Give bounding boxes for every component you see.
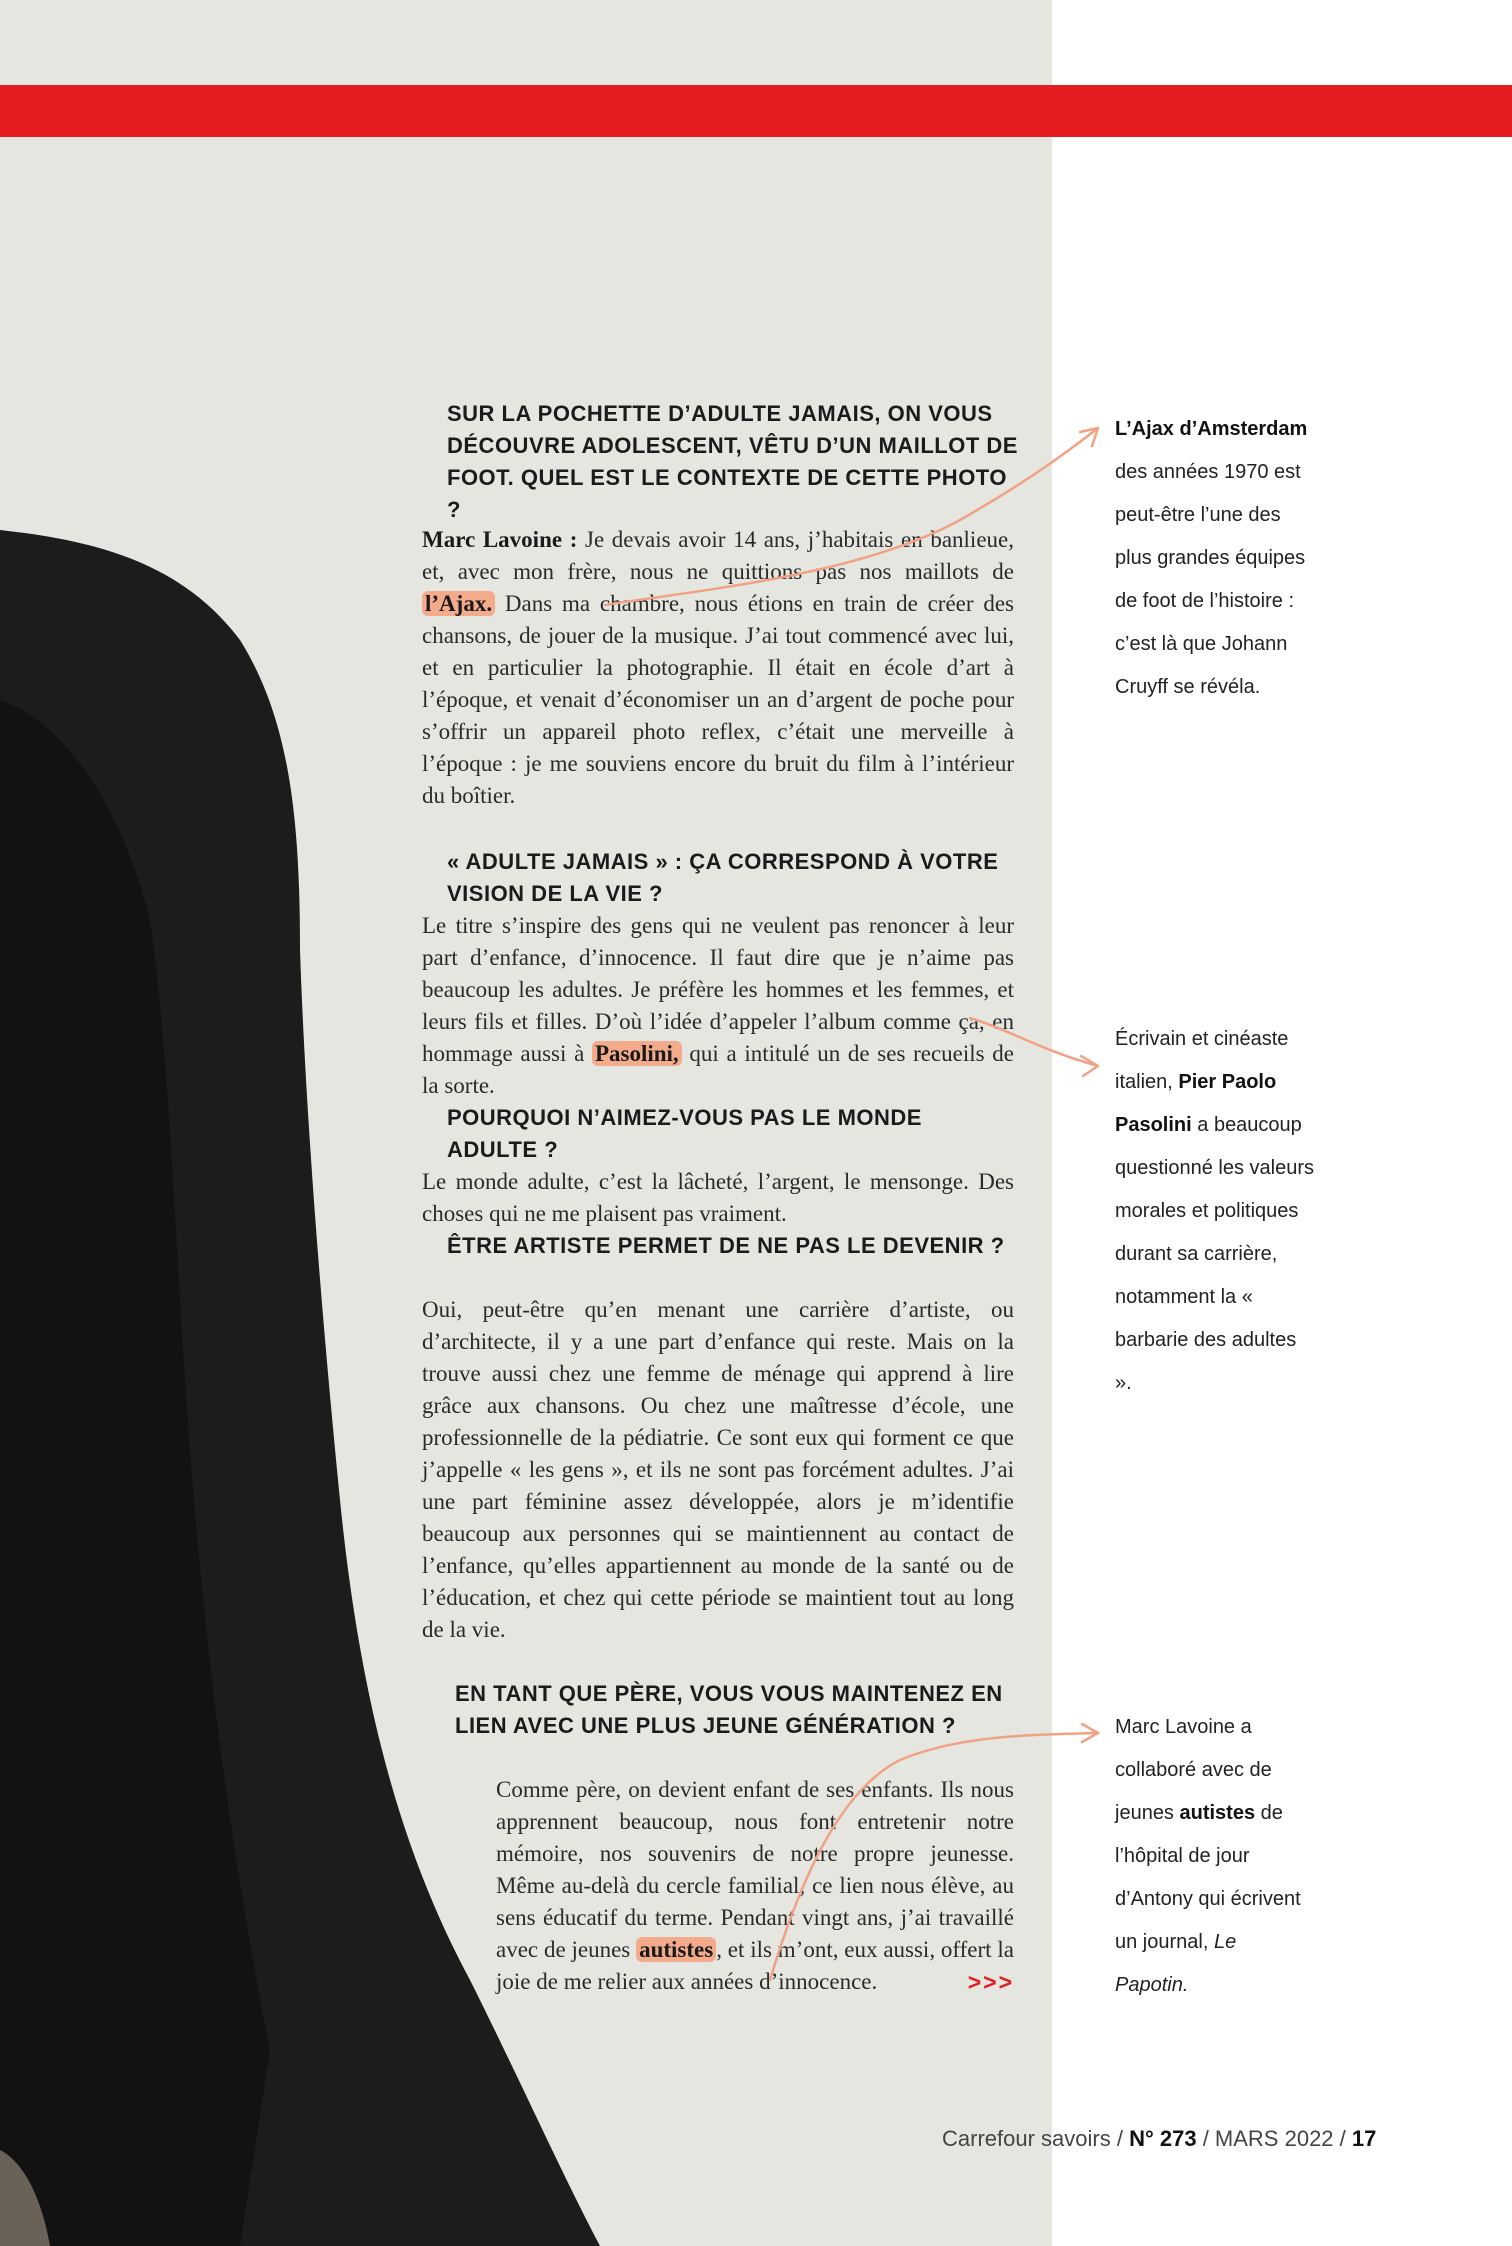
sidenote-pasolini: Écrivain et cinéaste italien, Pier Paolo Pasolini a beaucoup questionné les valeurs morales et politiques durant sa carrière, notamment la « barbarie des adultes ».: [1115, 1028, 1315, 1394]
speaker-name: Marc Lavoine :: [422, 527, 578, 552]
header-red-stripe: [0, 85, 1512, 137]
highlight-pasolini: Pasolini,: [592, 1041, 682, 1066]
question-2: « ADULTE JAMAIS » : ÇA CORRESPOND À VOTRE VISION DE LA VIE ?: [447, 849, 999, 906]
sidenote-ajax: L’Ajax d’Amsterdam des années 1970 est peut-être l’une des plus grandes équipes de foot de l’histoire : c’est là que Johann Cruyff se révéla.: [1115, 418, 1308, 698]
continue-arrows: >>>: [967, 1969, 1014, 1995]
issue-number: N° 273: [1129, 2126, 1197, 2151]
page-footer: Carrefour savoirs / N° 273 / MARS 2022 / 17: [942, 2126, 1377, 2151]
question-1: SUR LA POCHETTE D’ADULTE JAMAIS, ON VOUS DÉCOUVRE ADOLESCENT, VÊTU D’UN MAILLOT DE FOOT. QUEL EST LE CONTEXTE DE CETTE PHOTO ?: [447, 401, 1018, 522]
answer-2: Le titre s’inspire des gens qui ne veulent pas renoncer à leur part d’enfance, d’innocence. Il faut dire que je n’aime pas beaucoup les adultes. Je préfère les hommes et les femmes, et leurs fils et filles. D’où l’idée d’appeler l’album comme ça, en hommage aussi à Pasolini, qui a intitulé un de ses recueils de la sorte.: [422, 913, 1014, 1098]
question-3: POURQUOI N’AIMEZ-VOUS PAS LE MONDE ADULTE ?: [447, 1105, 922, 1162]
question-5: EN TANT QUE PÈRE, VOUS VOUS MAINTENEZ EN LIEN AVEC UNE PLUS JEUNE GÉNÉRATION ?: [455, 1681, 1003, 1738]
highlight-autistes: autistes: [636, 1937, 716, 1962]
sidenote-autistes: Marc Lavoine a collaboré avec de jeunes autistes de l’hôpital de jour d’Antony qui écrivent un journal, Le Papotin.: [1115, 1716, 1301, 1996]
issue-date: MARS 2022: [1214, 2126, 1334, 2151]
highlight-ajax: l’Ajax.: [422, 591, 495, 616]
answer-1: Marc Lavoine : Je devais avoir 14 ans, j’habitais en banlieue, et, avec mon frère, nous ne quittions pas nos maillots de l’Ajax. Dans ma chambre, nous étions en train de créer des chansons, de jouer de la musique. J’ai tout commencé avec lui, et en particulier la photographie. Il était en école d’art à l’époque, et venait d’économiser un an d’argent de poche pour s’offrir un appareil photo reflex, c’était une merveille à l’époque : je me souviens encore du bruit du film à l’intérieur du boîtier.: [422, 527, 1014, 808]
answer-5: Comme père, on devient enfant de ses enfants. Ils nous apprennent beaucoup, nous font entretenir notre mémoire, nos souvenirs de notre propre jeunesse. Même au-delà du cercle familial, ce lien nous élève, au sens éducatif du terme. Pendant vingt ans, j’ai travaillé avec de jeunes autistes , et ils m’ont, eux aussi, offert la joie de me relier aux années d’innocence. >>>: [496, 1774, 1014, 1998]
answer-3: Le monde adulte, c’est la lâcheté, l’argent, le mensonge. Des choses qui ne me plaisent pas vraiment.: [422, 1169, 1014, 1226]
question-4: ÊTRE ARTISTE PERMET DE NE PAS LE DEVENIR ?: [447, 1233, 1005, 1258]
magazine-name: Carrefour savoirs: [942, 2126, 1111, 2151]
answer-4: Oui, peut-être qu’en menant une carrière d’artiste, ou d’architecte, il y a une part d’enfance qui reste. Mais on la trouve aussi chez une femme de ménage qui apprend à lire grâce aux chansons. Ou chez une maîtresse d’école, une professionnelle de la pédiatrie. Ce sont eux qui forment ce que j’appelle « les gens », et ils ne sont pas forcément adultes. J’ai une part féminine assez développée, alors je m’identifie beaucoup aux personnes qui se maintiennent au contact de l’enfance, qu’elles appartiennent au monde de la santé ou de l’éducation, et chez qui cette période se maintient tout au long de la vie.: [422, 1297, 1014, 1642]
page-number: 17: [1351, 2126, 1377, 2151]
